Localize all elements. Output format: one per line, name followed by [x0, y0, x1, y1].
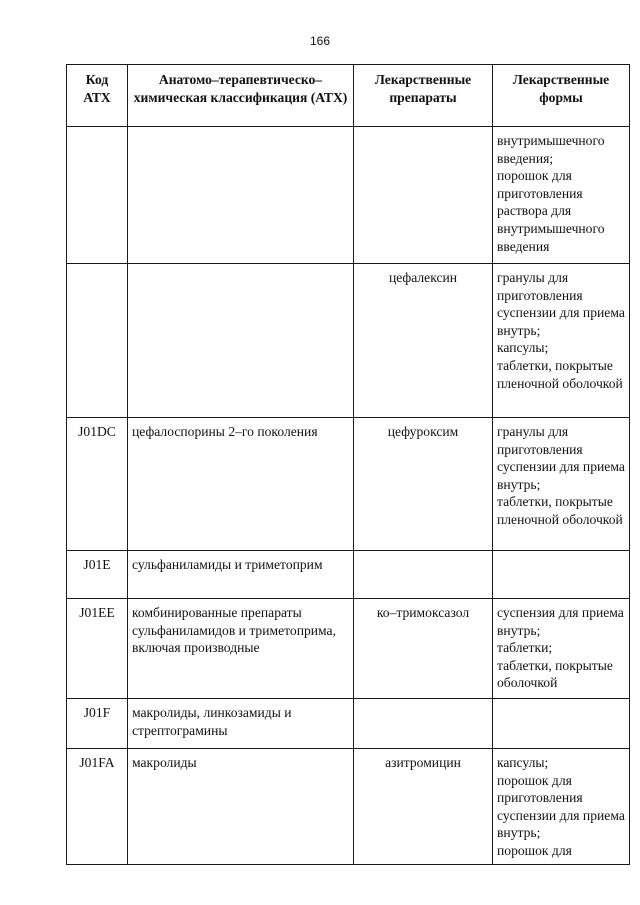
table-row [67, 599, 630, 699]
table-header-row [67, 65, 630, 127]
header-forms: Лекарственные формы [493, 65, 630, 127]
form-item: гранулы для приготовления суспензии для приема внутрь; [497, 270, 625, 338]
header-classification: Анатомо–терапевтическо–химическая классификация (АТХ) [128, 65, 354, 127]
row-classification [128, 264, 354, 418]
row-code [67, 264, 128, 418]
row-classification: макролиды [128, 749, 354, 865]
form-item: гранулы для приготовления суспензии для приема внутрь; [497, 424, 625, 492]
row-drug [354, 551, 493, 599]
row-forms [493, 599, 630, 699]
row-drug [354, 127, 493, 264]
row-classification: цефалоспорины 2–го поколения [128, 418, 354, 551]
form-item: таблетки, покрытые пленочной оболочкой [497, 357, 623, 391]
row-code [67, 127, 128, 264]
table-row [67, 551, 630, 599]
row-code: J01EE [67, 599, 128, 699]
header-drugs: Лекарственные препараты [354, 65, 493, 127]
row-code: J01DC [67, 418, 128, 551]
row-code: J01FA [67, 749, 128, 865]
table-row [67, 699, 630, 749]
row-forms [493, 749, 630, 865]
row-drug: цефуроксим [354, 418, 493, 551]
form-item: порошок для [497, 842, 572, 858]
row-code: J01E [67, 551, 128, 599]
row-forms [493, 551, 630, 599]
row-drug: ко–тримоксазол [354, 599, 493, 699]
row-forms [493, 699, 630, 749]
table-row [67, 264, 630, 418]
row-drug [354, 699, 493, 749]
row-code: J01F [67, 699, 128, 749]
form-item: капсулы; [497, 755, 549, 770]
table-row [67, 418, 630, 551]
form-item: суспензия для приема внутрь; [497, 605, 624, 638]
row-forms [493, 127, 630, 264]
row-classification: сульфаниламиды и триметоприм [128, 551, 354, 599]
table-row [67, 749, 630, 865]
row-classification [128, 127, 354, 264]
form-item: капсулы; [497, 340, 549, 356]
row-drug: цефалексин [354, 264, 493, 418]
form-item: внутримышечного введения; [497, 133, 605, 166]
form-item: таблетки, покрытые пленочной оболочкой [497, 494, 623, 527]
row-drug: азитромицин [354, 749, 493, 865]
form-item: порошок для приготовления раствора для внутримышечного введения [497, 168, 605, 254]
row-forms [493, 418, 630, 551]
form-item: порошок для приготовления суспензии для приема внутрь; [497, 772, 625, 841]
row-classification: комбинированные препараты сульфаниламидов и триметоприма, включая производные [128, 599, 354, 699]
form-item: таблетки; [497, 640, 553, 656]
form-item: таблетки, покрытые оболочкой [497, 657, 613, 691]
header-code: Код АТХ [67, 65, 128, 127]
row-classification: макролиды, линкозамиды и стрептограмины [128, 699, 354, 749]
row-forms [493, 264, 630, 418]
page-number: 166 [309, 34, 331, 48]
table-row [67, 127, 630, 264]
atx-table [66, 64, 630, 865]
